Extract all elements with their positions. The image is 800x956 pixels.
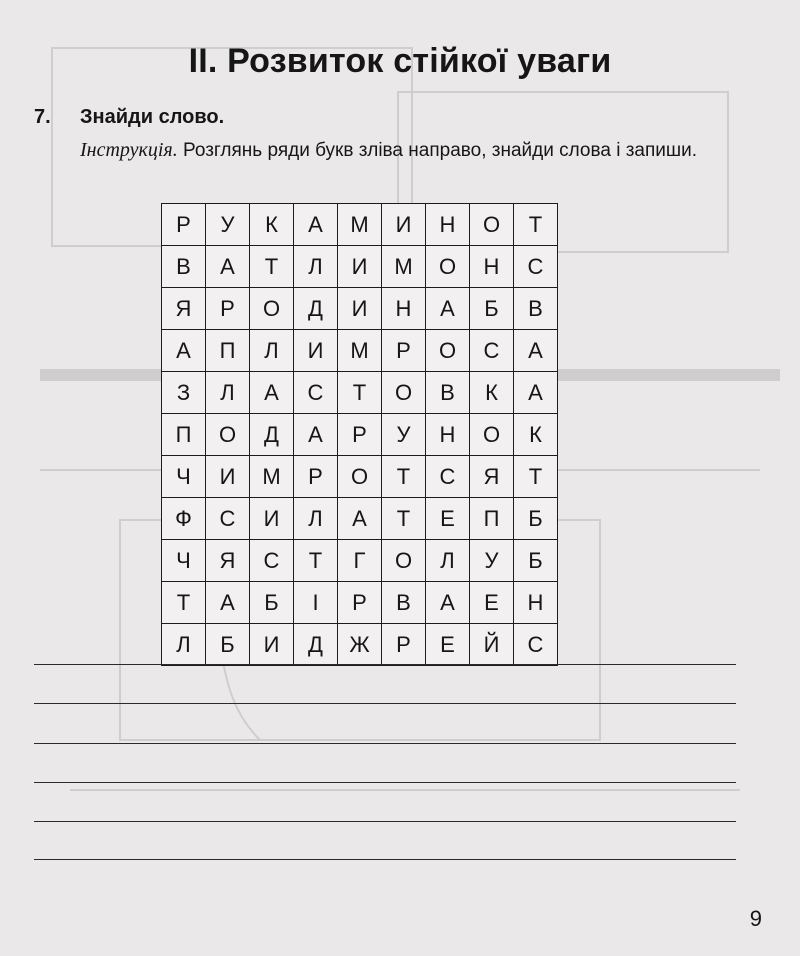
grid-row [162, 246, 558, 288]
grid-cell: Е [470, 582, 514, 624]
task-number: 7. [34, 106, 51, 128]
grid-cell: П [206, 330, 250, 372]
answer-line[interactable] [34, 859, 736, 860]
grid-cell: Б [470, 288, 514, 330]
grid-row [162, 288, 558, 330]
grid-cell: Б [250, 582, 294, 624]
grid-cell: С [426, 456, 470, 498]
grid-cell: О [206, 414, 250, 456]
grid-cell: И [206, 456, 250, 498]
grid-row [162, 414, 558, 456]
grid-cell: А [206, 246, 250, 288]
grid-cell: Н [426, 414, 470, 456]
grid-cell: Я [470, 456, 514, 498]
grid-cell: О [426, 246, 470, 288]
grid-row [162, 582, 558, 624]
grid-cell: С [250, 540, 294, 582]
answer-line[interactable] [34, 664, 736, 665]
grid-cell: У [382, 414, 426, 456]
grid-cell: М [338, 330, 382, 372]
grid-cell: Л [294, 246, 338, 288]
grid-cell: Р [294, 456, 338, 498]
grid-cell: Т [338, 372, 382, 414]
grid-row [162, 540, 558, 582]
grid-cell: Л [426, 540, 470, 582]
grid-cell: Т [162, 582, 206, 624]
grid-cell: К [250, 204, 294, 246]
grid-cell: З [162, 372, 206, 414]
grid-cell: Л [250, 330, 294, 372]
grid-cell: Р [162, 204, 206, 246]
grid-cell: И [250, 624, 294, 666]
grid-cell: Д [250, 414, 294, 456]
grid-cell: Т [382, 456, 426, 498]
page-number: 9 [749, 906, 762, 931]
grid-cell: А [426, 288, 470, 330]
grid-cell: В [426, 372, 470, 414]
grid-cell: К [470, 372, 514, 414]
grid-cell: Ч [162, 456, 206, 498]
grid-cell: И [338, 288, 382, 330]
grid-cell: Н [426, 204, 470, 246]
grid-cell: У [206, 204, 250, 246]
grid-cell: Б [206, 624, 250, 666]
grid-cell: С [514, 624, 558, 666]
grid-cell: О [470, 204, 514, 246]
grid-cell: И [338, 246, 382, 288]
answer-line[interactable] [34, 782, 736, 783]
grid-cell: Е [426, 498, 470, 540]
grid-cell: А [426, 582, 470, 624]
grid-cell: А [294, 414, 338, 456]
grid-cell: А [514, 330, 558, 372]
grid-cell: Ч [162, 540, 206, 582]
grid-cell: П [470, 498, 514, 540]
grid-cell: Т [514, 456, 558, 498]
grid-cell: С [514, 246, 558, 288]
grid-cell: А [294, 204, 338, 246]
grid-cell: Р [338, 582, 382, 624]
grid-cell: А [514, 372, 558, 414]
grid-cell: А [206, 582, 250, 624]
grid-cell: Р [382, 624, 426, 666]
grid-cell: О [250, 288, 294, 330]
instruction-label: Інструкція. [80, 139, 178, 161]
grid-row [162, 330, 558, 372]
grid-cell: И [382, 204, 426, 246]
grid-cell: М [250, 456, 294, 498]
grid-cell: И [250, 498, 294, 540]
grid-cell: Г [338, 540, 382, 582]
task-title: Знайди слово. [80, 106, 225, 128]
grid-cell: Б [514, 498, 558, 540]
grid-cell: А [338, 498, 382, 540]
grid-cell: С [206, 498, 250, 540]
grid-cell: О [338, 456, 382, 498]
grid-cell: Р [338, 414, 382, 456]
grid-cell: Ж [338, 624, 382, 666]
grid-cell: И [294, 330, 338, 372]
grid-cell: Я [162, 288, 206, 330]
grid-cell: Л [162, 624, 206, 666]
grid-cell: С [470, 330, 514, 372]
grid-cell: К [514, 414, 558, 456]
grid-cell: В [382, 582, 426, 624]
grid-cell: Р [382, 330, 426, 372]
grid-cell: О [470, 414, 514, 456]
grid-cell: Б [514, 540, 558, 582]
grid-cell: Р [206, 288, 250, 330]
grid-cell: М [338, 204, 382, 246]
grid-cell: Т [514, 204, 558, 246]
grid-cell: Ф [162, 498, 206, 540]
answer-line[interactable] [34, 703, 736, 704]
task-instruction [80, 138, 760, 163]
grid-cell: Т [382, 498, 426, 540]
grid-cell: П [162, 414, 206, 456]
grid-cell: Н [382, 288, 426, 330]
grid-cell: Л [294, 498, 338, 540]
grid-cell: Я [206, 540, 250, 582]
grid-cell: І [294, 582, 338, 624]
grid-row [162, 204, 558, 246]
grid-row [162, 498, 558, 540]
grid-cell: М [382, 246, 426, 288]
letter-grid [161, 203, 558, 666]
grid-row [162, 372, 558, 414]
grid-cell: В [162, 246, 206, 288]
grid-cell: А [162, 330, 206, 372]
grid-cell: О [382, 372, 426, 414]
page-title: ІІ. Розвиток стійкої уваги [188, 42, 612, 80]
grid-row [162, 456, 558, 498]
grid-cell: С [294, 372, 338, 414]
grid-cell: Н [470, 246, 514, 288]
grid-cell: Д [294, 624, 338, 666]
answer-line[interactable] [34, 821, 736, 822]
grid-cell: Л [206, 372, 250, 414]
grid-cell: О [426, 330, 470, 372]
grid-cell: О [382, 540, 426, 582]
grid-cell: Т [294, 540, 338, 582]
grid-cell: Й [470, 624, 514, 666]
grid-cell: Н [514, 582, 558, 624]
grid-cell: Т [250, 246, 294, 288]
grid-row [162, 624, 558, 666]
grid-cell: Д [294, 288, 338, 330]
instruction-text: Розглянь ряди букв зліва направо, знайди слова і запиши. [177, 140, 698, 161]
grid-cell: В [514, 288, 558, 330]
grid-cell: Е [426, 624, 470, 666]
answer-line[interactable] [34, 743, 736, 744]
grid-cell: А [250, 372, 294, 414]
grid-cell: У [470, 540, 514, 582]
